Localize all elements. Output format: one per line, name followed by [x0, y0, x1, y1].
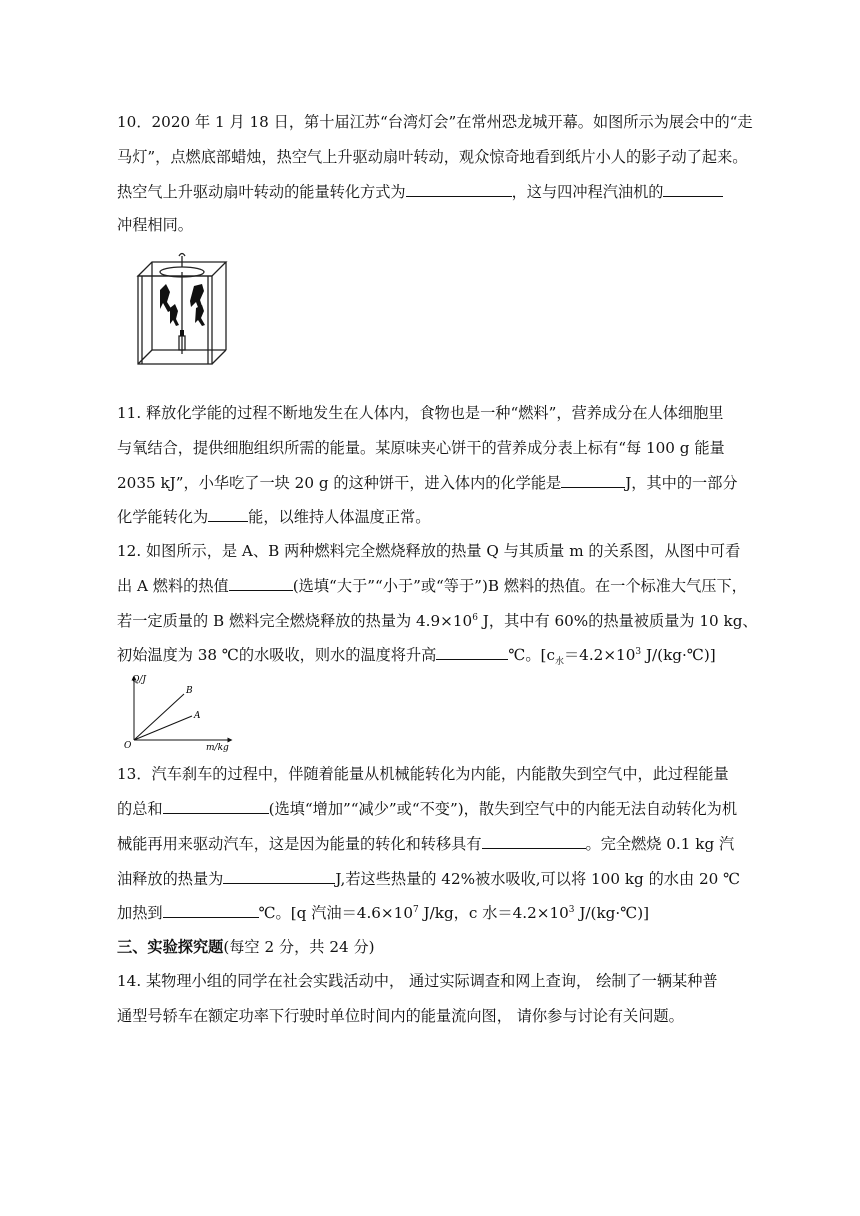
q13-text: 加热到	[117, 904, 163, 922]
q13-blank-final-temp[interactable]	[163, 903, 259, 918]
q-m-graph	[120, 672, 238, 752]
section-note: (每空 2 分，共 24 分)	[223, 938, 375, 956]
q10-blank-stroke[interactable]	[663, 182, 723, 197]
q10-line-4: 冲程相同。	[117, 216, 193, 234]
q11-line-2: 与氧结合，提供细胞组织所需的能量。某原味夹心饼干的营养成分表上标有“每 100 g 能量	[117, 439, 725, 457]
q12-text: ＝4.2×10	[563, 646, 636, 664]
q13-text: 。完全燃烧 0.1 kg 汽	[585, 835, 735, 853]
line-a-label: A	[194, 711, 201, 721]
q13-line-5	[117, 903, 649, 923]
q13-blank-total[interactable]	[163, 799, 269, 814]
q10-line-2: 马灯”，点燃底部蜡烛，热空气上升驱动扇叶转动，观众惊奇地看到纸片小人的影子动了起来。	[117, 148, 748, 166]
q12-text: (选填“大于”“小于”或“等于”)B 燃料的热值。在一个标准大气压下，	[292, 577, 747, 595]
q10-text: ，这与四冲程汽油机的	[511, 183, 664, 201]
origin-label: O	[124, 741, 132, 751]
q12-subscript: 水	[554, 657, 564, 668]
q13-text: 械能再用来驱动汽车，这是因为能量的转化和转移具有	[117, 835, 482, 853]
q13-text: J/kg，c 水＝4.2×10	[418, 904, 569, 922]
q12-text: 初始温度为 38 ℃的水吸收，则水的温度将升高	[117, 646, 437, 664]
q11-line-3	[117, 473, 738, 493]
q11-text: 化学能转化为	[117, 508, 209, 526]
q13-exponent: 7	[412, 904, 419, 915]
q11-line-1: 11. 释放化学能的过程不断地发生在人体内，食物也是一种“燃料”，营养成分在人体细胞里	[117, 404, 724, 422]
q13-text: 油释放的热量为	[117, 870, 224, 888]
q13-line-4	[117, 869, 740, 889]
line-b	[134, 694, 184, 740]
q10-text: 热空气上升驱动扇叶转动的能量转化方式为	[117, 183, 406, 201]
q12-text: J/(kg·℃)]	[641, 646, 716, 664]
q11-blank-energy[interactable]	[561, 473, 625, 488]
q11-text: 2035 kJ”，小华吃了一块 20 g 的这种饼干，进入体内的化学能是	[117, 474, 562, 492]
q12-exponent: 6	[472, 612, 478, 623]
q14-line-2: 通型号轿车在额定功率下行驶时单位时间内的能量流向图， 请你参与讨论有关问题。	[117, 1007, 684, 1025]
q12-line-3	[117, 611, 758, 631]
q13-blank-direction[interactable]	[482, 834, 586, 849]
line-b-label: B	[186, 686, 193, 696]
q12-exponent: 3	[635, 646, 642, 657]
q12-text: ℃。[c	[508, 646, 555, 664]
q12-text: J，其中有 60%的热量被质量为 10 kg、	[477, 612, 758, 630]
q13-blank-heat[interactable]	[223, 869, 335, 884]
q14-line-1: 14. 某物理小组的同学在社会实践活动中， 通过实际调查和网上查询， 绘制了一辆某种普	[117, 972, 718, 990]
line-a	[134, 716, 192, 740]
section-title: 三、实验探究题	[117, 938, 224, 956]
q10-line-3	[117, 182, 723, 202]
q12-text: 若一定质量的 B 燃料完全燃烧释放的热量为 4.9×10	[117, 612, 473, 630]
q12-line-1: 12. 如图所示，是 A、B 两种燃料完全燃烧释放的热量 Q 与其质量 m 的关系图，从图中可看	[117, 542, 741, 560]
q11-blank-form[interactable]	[208, 507, 248, 522]
q12-blank-compare[interactable]	[229, 576, 293, 591]
q13-line-3	[117, 834, 734, 854]
q13-text: 的总和	[117, 800, 163, 818]
y-axis-label: Q/J	[132, 675, 147, 685]
section-heading	[117, 937, 375, 957]
x-axis-label: m/kg	[206, 743, 229, 752]
q12-text: 出 A 燃料的热值	[117, 577, 229, 595]
q13-text: ℃。[q 汽油＝4.6×10	[258, 904, 413, 922]
q11-text: J，其中的一部分	[625, 474, 738, 492]
q12-blank-temperature[interactable]	[436, 645, 508, 660]
q10-line-1: 10．2020 年 1 月 18 日，第十届江苏“台湾灯会”在常州恐龙城开幕。如图所示为展会中的“走	[117, 113, 753, 131]
lantern-illustration	[130, 250, 228, 370]
q11-text: 能，以维持人体温度正常。	[248, 508, 431, 526]
q13-line-1: 13．汽车刹车的过程中，伴随着能量从机械能转化为内能，内能散失到空气中，此过程能量	[117, 765, 729, 783]
q12-line-4	[117, 645, 716, 668]
q12-line-2	[117, 576, 747, 596]
q11-line-4	[117, 507, 430, 527]
q13-exponent: 3	[568, 904, 575, 915]
q13-line-2	[117, 799, 737, 819]
q13-text: (选填“增加”“减少”或“不变”)，散失到空气中的内能无法自动转化为机	[268, 800, 738, 818]
q13-text: J,若这些热量的 42%被水吸收,可以将 100 kg 的水由 20 ℃	[335, 870, 741, 888]
q13-text: J/(kg·℃)]	[574, 904, 650, 922]
q10-blank-energy[interactable]	[406, 182, 512, 197]
